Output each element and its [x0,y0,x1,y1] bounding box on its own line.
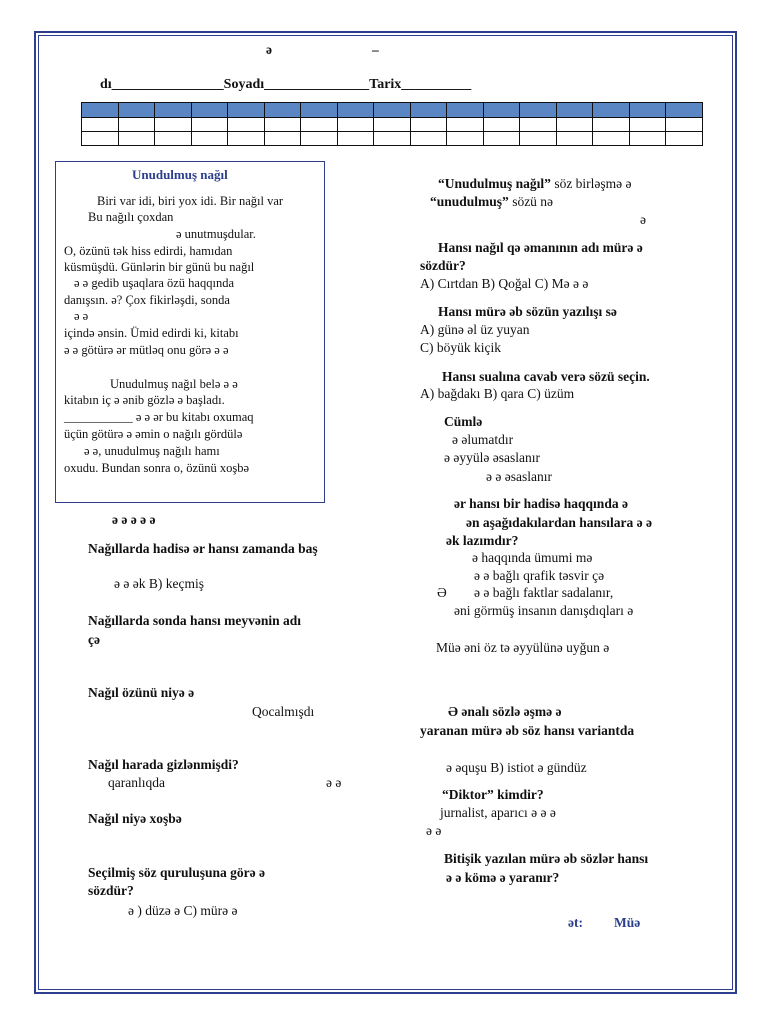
question-4-answer-1: qaranlıqda [108,775,165,790]
r-question-4-options: A) bağdakı B) qara C) üzüm [420,386,575,401]
r-question-6: ər hansı bir hadisə haqqında ə [454,496,628,511]
r-question-5: Cümlə [444,414,483,429]
r-question-3: Hansı mürə əb sözün yazılışı sə [438,304,617,319]
reading-line: küsmüşdü. Günlərin bir günü bu nağıl [64,260,255,274]
r-question-10-cont: ə ə kömə ə yaranır? [446,870,560,885]
title-fragment-1: ə [266,42,272,57]
r-question-9-line1: jurnalist, aparıcı ə ə ə [440,805,556,820]
left-section-header: ə ə ə ə ə [112,512,156,527]
question-6: Seçilmiş söz quruluşuna görə ə [88,865,266,880]
r-question-4: Hansı sualına cavab verə sözü seçin. [442,369,650,384]
reading-line: ə ə gedib uşaqlara özü haqqında [74,276,235,290]
question-6-cont: sözdür? [88,883,134,898]
reading-line: üçün götürə ə əmin o nağılı gördülə [64,427,243,441]
r-question-1-line2 [430,194,553,210]
question-2-cont: çə [88,632,100,647]
reading-line: içində ənsin. Ümid edirdi ki, kitabı [64,326,239,340]
r-question-3-option-2: C) böyük kiçik [420,340,501,355]
reading-line: Bu nağılı çoxdan [88,210,174,224]
r-question-6-option-3-marker: Ə [437,585,447,600]
r-question-10: Bitişik yazılan mürə əb sözlər hansı [444,851,649,866]
question-4-answer-2: ə ə [326,775,342,790]
question-3-answer: Qocalmışdı [252,704,315,719]
reading-line: danışsın. ə? Çox fikirləşdi, sonda [64,293,230,307]
reading-line: ə unutmuşdular. [176,227,256,241]
question-2: Nağıllarda sonda hansı meyvənin adı [88,613,302,628]
reading-line: ə ə, unudulmuş nağılı hamı [84,444,220,458]
r-question-6-option-1: ə haqqında ümumi mə [472,550,593,565]
name-surname-date-line: dı________________Soyadı_______________Tarix__________ [100,77,472,92]
r-question-7: Müə əni öz tə əyyülünə uyğun ə [436,640,610,655]
r-question-1-line3: ə [640,212,646,227]
r-question-1-rest: söz birləşmə ə [550,176,632,191]
question-1: Nağıllarda hadisə ər hansı zamanda baş [88,541,318,556]
reading-line: ___________ ə ə ər bu kitabı oxumaq [64,410,254,424]
r-question-6-cont: ən aşağıdakılardan hansılara ə ə [466,515,653,530]
question-6-options: ə ) düzə ə C) mürə ə [128,903,238,918]
r-question-2-cont: sözdür? [420,258,466,273]
question-3: Nağıl özünü niyə ə [88,685,195,700]
r-question-6-option-4: əni görmüş insanın danışdıqları ə [454,603,634,618]
r-question-9: “Diktor” kimdir? [442,787,544,802]
title-fragment-2: – [372,42,379,57]
r-question-8-options: ə əquşu B) istiot ə gündüz [446,760,587,775]
reading-line: ə ə götürə ər mütləq onu görə ə ə [64,343,229,357]
question-4: Nağıl harada gizlənmişdi? [88,757,239,772]
r-question-5-option-3: ə ə əsaslanır [486,469,552,484]
r-question-5-option-1: ə əlumatdır [452,432,514,447]
footer-value: Müə [614,915,641,930]
reading-line: O, özünü tək hiss edirdi, hamıdan [64,244,233,258]
r-question-6-option-2: ə ə bağlı qrafik təsvir çə [474,568,605,583]
r-question-1-line2-rest: sözü nə [508,194,554,209]
reading-line: Biri var idi, biri yox idi. Bir nağıl var [97,194,284,208]
r-question-8: Ə ənalı sözlə əşmə ə [448,704,562,719]
question-5: Nağıl niyə xoşbə [88,811,182,826]
r-question-3-option-1: A) günə əl üz yuyan [420,322,530,337]
footer-label: ət: [568,915,583,930]
r-question-6-cont2: ək lazımdır? [446,533,519,548]
r-question-8-cont: yaranan mürə əb söz hansı variantda [420,723,635,738]
reading-line: kitabın iç ə ənib gözlə ə başladı. [64,393,225,407]
r-question-1-phrase: “Unudulmuş nağıl” [438,176,551,191]
reading-line: oxudu. Bundan sonra o, özünü xoşbə [64,461,250,475]
r-question-6-option-3: ə ə bağlı faktlar sadalanır, [474,585,614,600]
r-question-1 [438,176,632,192]
score-grid [81,102,703,146]
r-question-9-line2: ə ə [426,823,442,838]
reading-title: Unudulmuş nağıl [132,167,228,182]
r-question-5-option-2: ə əyyülə əsaslanır [444,450,540,465]
reading-line: Unudulmuş nağıl belə ə ə [110,377,238,391]
question-1-options: ə ə ək B) keçmiş [114,576,204,591]
r-question-2: Hansı nağıl qə əmanının adı mürə ə [438,240,643,255]
r-question-1-word: “unudulmuş” [430,194,509,209]
r-question-2-options: A) Cırtdan B) Qoğal C) Mə ə ə [420,276,589,291]
reading-line: ə ə [74,309,89,323]
